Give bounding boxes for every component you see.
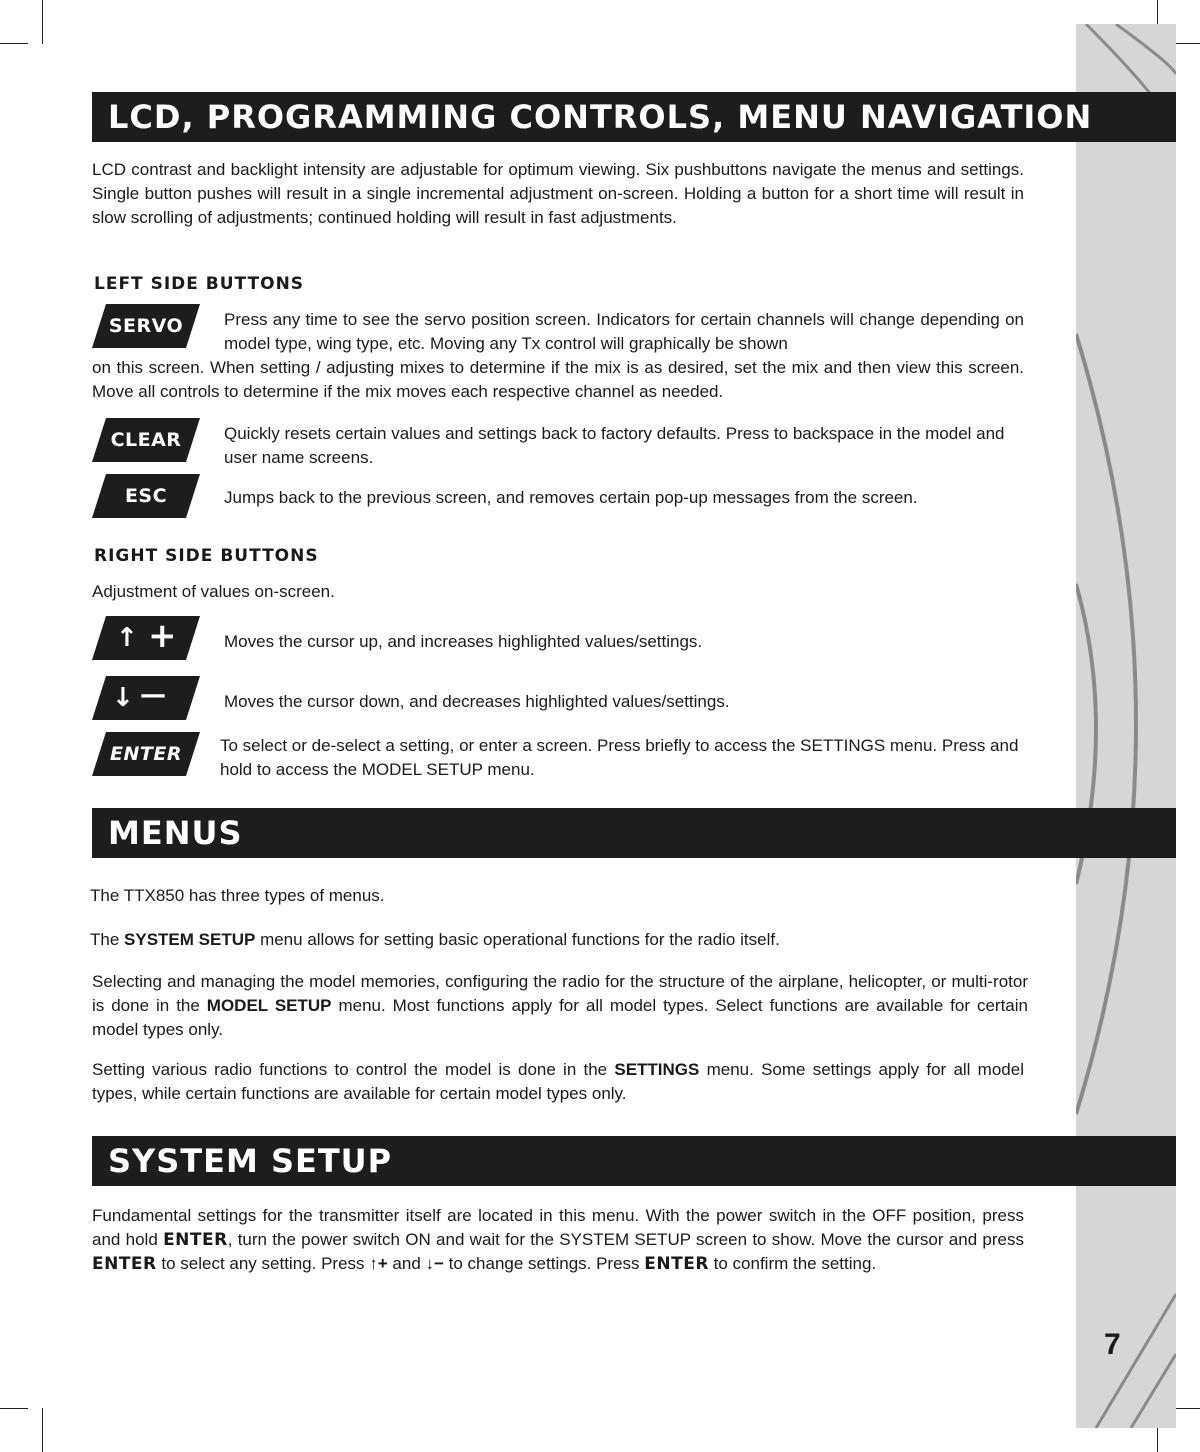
menus-paragraph-4 (92, 1058, 1024, 1106)
plus-icon: + (148, 616, 177, 656)
text-run: , turn the power switch ON and wait for the SYSTEM SETUP screen to show. Move the cursor and press (227, 1230, 1024, 1249)
crop-mark (0, 43, 28, 44)
enter-term: ENTER (92, 1254, 157, 1274)
enter-description: To select or de-select a setting, or enter a screen. Press briefly to access the SETTINGS menu. Press and hold to access the MODEL SETUP menu. (220, 736, 1019, 779)
enter-button-label: ENTER (110, 743, 182, 765)
section-bar-system-setup (92, 1136, 1176, 1186)
text-run: Selecting and managing the model memories, configuring the radio for the structure of the airplane, helicopter, or multi-rotor is done in the (92, 972, 1028, 1015)
system-setup-paragraph (92, 1204, 1024, 1276)
up-arrow-icon: ↑ (116, 623, 138, 653)
menus-paragraph-1: The TTX850 has three types of menus. (90, 886, 385, 905)
minus-icon: — (140, 680, 166, 710)
servo-description-continued: on this screen. When setting / adjusting mixes to determine if the mix is as desired, set the mix and then view this screen. Move all controls to determine if the mix moves each respective channel as needed. (92, 358, 1024, 401)
enter-button (92, 732, 200, 776)
page-number: 7 (1104, 1328, 1121, 1361)
enter-term: ENTER (163, 1230, 228, 1250)
text-run: to select any setting. Press (156, 1254, 370, 1273)
section-title: SYSTEM SETUP (108, 1142, 393, 1180)
side-tab-decoration (1076, 24, 1176, 1428)
down-minus-button (92, 676, 200, 720)
text-run: Setting various radio functions to control the model is done in the (92, 1060, 615, 1079)
menus-paragraph-3 (92, 970, 1028, 1042)
crop-mark (0, 1408, 28, 1409)
servo-button-label: SERVO (108, 315, 184, 337)
right-buttons-heading: RIGHT SIDE BUTTONS (94, 546, 319, 566)
clear-button-label: CLEAR (110, 429, 182, 451)
esc-description: Jumps back to the previous screen, and removes certain pop-up messages from the screen. (224, 488, 918, 507)
up-description: Moves the cursor up, and increases highlighted values/settings. (224, 632, 703, 651)
esc-button (92, 474, 200, 518)
down-arrow-icon: ↓ (112, 683, 134, 713)
servo-button (92, 304, 200, 348)
text-run: menu. Some settings apply for all model types, while certain functions are available for certain model types only. (92, 1060, 1024, 1103)
enter-term: ENTER (644, 1254, 709, 1274)
crop-mark (42, 1408, 43, 1452)
section-bar-lcd (92, 92, 1176, 142)
down-minus-icon: ↓− (425, 1254, 444, 1273)
down-description: Moves the cursor down, and decreases highlighted values/settings. (224, 692, 730, 711)
bold-term: MODEL SETUP (206, 996, 332, 1015)
up-plus-button (92, 616, 200, 660)
bold-term: SYSTEM SETUP (124, 930, 256, 949)
intro-paragraph: LCD contrast and backlight intensity are adjustable for optimum viewing. Six pushbuttons navigate the menus and settings. Single button pushes will result in a single incremental adjustment on-screen. Holding a button for a short time will result in slow scrolling of adjustments; continued holding will result in fast adjustments. (92, 160, 1024, 227)
menus-paragraph-2 (90, 928, 1022, 952)
up-plus-icon: ↑+ (369, 1254, 388, 1273)
section-bar-menus (92, 808, 1176, 858)
text-run: menu allows for setting basic operational functions for the radio itself. (255, 930, 780, 949)
text-run: menu. Most functions apply for all model types. Select functions are available for certain model types only. (92, 996, 1028, 1039)
clear-description: Quickly resets certain values and settings back to factory defaults. Press to backspace in the model and user name screens. (224, 424, 1005, 467)
servo-description: Press any time to see the servo position screen. Indicators for certain channels will change depending on model type, wing type, etc. Moving any Tx control will graphically be shown (224, 310, 1024, 353)
left-buttons-heading: LEFT SIDE BUTTONS (94, 274, 305, 294)
text-run: to confirm the setting. (708, 1254, 877, 1273)
crop-mark (1172, 43, 1200, 44)
section-title: MENUS (108, 814, 243, 852)
crop-mark (1172, 1408, 1200, 1409)
clear-button (92, 418, 200, 462)
esc-button-label: ESC (124, 485, 168, 507)
bold-term: SETTINGS (614, 1060, 700, 1079)
right-buttons-intro: Adjustment of values on-screen. (92, 582, 335, 601)
text-run: and (387, 1254, 426, 1273)
text-run: The (90, 930, 125, 949)
section-title: LCD, PROGRAMMING CONTROLS, MENU NAVIGATION (108, 98, 1093, 136)
crop-mark (42, 0, 43, 44)
text-run: Fundamental settings for the transmitter itself are located in this menu. With the power switch in the OFF position, press and hold (92, 1206, 1024, 1249)
text-run: to change settings. Press (443, 1254, 645, 1273)
